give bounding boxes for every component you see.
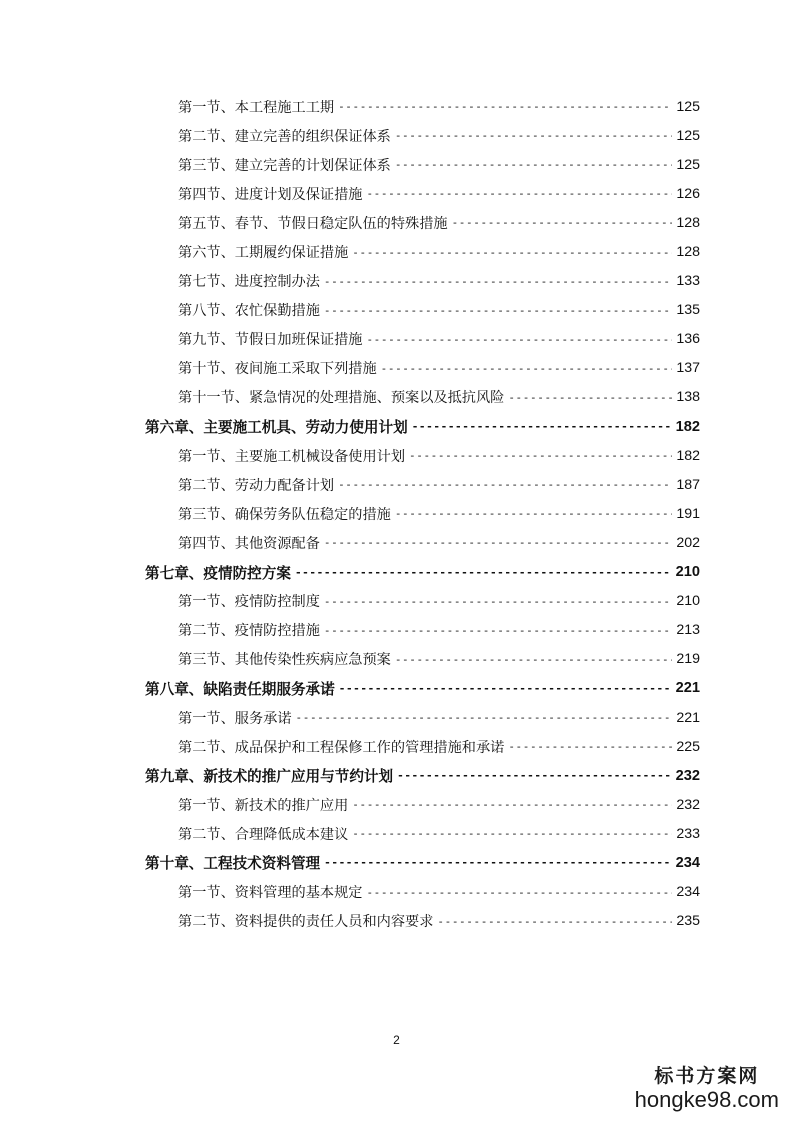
page-number: 2 bbox=[393, 1033, 400, 1047]
dot-leader bbox=[352, 798, 672, 811]
toc-section-entry[interactable] bbox=[145, 354, 700, 383]
dot-leader bbox=[366, 333, 672, 346]
toc-entry-title: 第四节、进度计划及保证措施 bbox=[178, 186, 363, 203]
toc-entry-title: 第七章、疫情防控方案 bbox=[145, 564, 291, 582]
toc-entry-title: 第二节、劳动力配备计划 bbox=[178, 477, 335, 494]
toc-entry-title: 第一节、疫情防控制度 bbox=[178, 594, 320, 611]
toc-section-entry[interactable] bbox=[145, 179, 700, 208]
toc-section-entry[interactable] bbox=[145, 267, 700, 296]
toc-entry-page-number: 213 bbox=[676, 622, 700, 639]
toc-entry-page-number: 232 bbox=[676, 796, 700, 813]
toc-chapter-entry[interactable] bbox=[145, 558, 700, 587]
toc-entry-page-number: 136 bbox=[676, 331, 700, 348]
toc-section-entry[interactable] bbox=[145, 645, 700, 674]
dot-leader bbox=[409, 449, 672, 462]
toc-entry-title: 第一节、本工程施工工期 bbox=[178, 99, 335, 116]
toc-entry-title: 第十一节、紧急情况的处理措施、预案以及抵抗风险 bbox=[178, 390, 505, 407]
toc-entry-page-number: 210 bbox=[675, 564, 700, 581]
toc-entry-title: 第二节、建立完善的组织保证体系 bbox=[178, 128, 391, 145]
toc-entry-page-number: 133 bbox=[676, 273, 700, 290]
toc-section-entry[interactable] bbox=[145, 92, 700, 121]
toc-entry-page-number: 125 bbox=[676, 127, 700, 144]
toc-section-entry[interactable] bbox=[145, 296, 700, 325]
toc-entry-page-number: 182 bbox=[676, 447, 700, 464]
toc-entry-title: 第十章、工程技术资料管理 bbox=[145, 855, 321, 873]
toc-section-entry[interactable] bbox=[145, 208, 700, 237]
toc-entry-page-number: 232 bbox=[675, 767, 700, 784]
toc-entry-title: 第一节、主要施工机械设备使用计划 bbox=[178, 448, 406, 465]
table-of-contents bbox=[145, 92, 700, 936]
toc-section-entry[interactable] bbox=[145, 121, 700, 150]
toc-section-entry[interactable] bbox=[145, 819, 700, 848]
dot-leader bbox=[352, 246, 672, 259]
dot-leader bbox=[366, 187, 672, 200]
dot-leader bbox=[324, 275, 672, 288]
toc-chapter-entry[interactable] bbox=[145, 674, 700, 703]
toc-entry-page-number: 225 bbox=[676, 738, 700, 755]
toc-entry-title: 第八章、缺陷责任期服务承诺 bbox=[145, 680, 335, 698]
toc-section-entry[interactable] bbox=[145, 383, 700, 412]
toc-entry-page-number: 138 bbox=[676, 389, 700, 406]
dot-leader bbox=[452, 216, 673, 229]
toc-section-entry[interactable] bbox=[145, 237, 700, 266]
toc-entry-title: 第一节、新技术的推广应用 bbox=[178, 797, 349, 814]
dot-leader bbox=[366, 886, 672, 899]
toc-entry-page-number: 202 bbox=[676, 534, 700, 551]
toc-section-entry[interactable] bbox=[145, 878, 700, 907]
dot-leader bbox=[324, 624, 672, 637]
toc-entry-title: 第二节、成品保护和工程保修工作的管理措施和承诺 bbox=[178, 739, 505, 756]
toc-entry-page-number: 187 bbox=[676, 476, 700, 493]
toc-entry-page-number: 125 bbox=[676, 98, 700, 115]
toc-entry-page-number: 191 bbox=[676, 505, 700, 522]
dot-leader bbox=[324, 595, 672, 608]
dot-leader bbox=[395, 653, 673, 666]
watermark-url: hongke98.com bbox=[634, 1087, 779, 1112]
dot-leader bbox=[397, 769, 672, 782]
toc-entry-title: 第六章、主要施工机具、劳动力使用计划 bbox=[145, 419, 408, 437]
watermark bbox=[635, 1061, 779, 1112]
dot-leader bbox=[395, 158, 673, 171]
dot-leader bbox=[412, 420, 672, 433]
dot-leader bbox=[395, 129, 673, 142]
toc-section-entry[interactable] bbox=[145, 499, 700, 528]
dot-leader bbox=[324, 856, 672, 869]
toc-entry-title: 第七节、进度控制办法 bbox=[178, 274, 320, 291]
toc-section-entry[interactable] bbox=[145, 703, 700, 732]
toc-entry-title: 第一节、服务承诺 bbox=[178, 710, 292, 727]
toc-entry-page-number: 182 bbox=[675, 418, 700, 435]
toc-section-entry[interactable] bbox=[145, 790, 700, 819]
toc-entry-page-number: 126 bbox=[676, 185, 700, 202]
toc-section-entry[interactable] bbox=[145, 587, 700, 616]
dot-leader bbox=[508, 391, 672, 404]
toc-entry-page-number: 219 bbox=[676, 651, 700, 668]
toc-section-entry[interactable] bbox=[145, 528, 700, 557]
watermark-name: 标书方案网 bbox=[654, 1065, 760, 1087]
toc-section-entry[interactable] bbox=[145, 150, 700, 179]
toc-entry-title: 第二节、合理降低成本建议 bbox=[178, 826, 349, 843]
toc-entry-title: 第九章、新技术的推广应用与节约计划 bbox=[145, 768, 394, 786]
toc-entry-page-number: 221 bbox=[676, 709, 700, 726]
dot-leader bbox=[338, 478, 672, 491]
toc-entry-title: 第五节、春节、节假日稳定队伍的特殊措施 bbox=[178, 215, 448, 232]
toc-entry-title: 第三节、建立完善的计划保证体系 bbox=[178, 157, 391, 174]
dot-leader bbox=[324, 536, 672, 549]
dot-leader bbox=[381, 362, 673, 375]
dot-leader bbox=[437, 915, 672, 928]
toc-entry-page-number: 128 bbox=[676, 214, 700, 231]
dot-leader bbox=[296, 711, 673, 724]
toc-entry-page-number: 235 bbox=[676, 913, 700, 930]
toc-section-entry[interactable] bbox=[145, 441, 700, 470]
toc-section-entry[interactable] bbox=[145, 470, 700, 499]
toc-chapter-entry[interactable] bbox=[145, 412, 700, 441]
toc-chapter-entry[interactable] bbox=[145, 848, 700, 877]
toc-entry-page-number: 210 bbox=[676, 593, 700, 610]
toc-entry-title: 第二节、疫情防控措施 bbox=[178, 623, 320, 640]
toc-section-entry[interactable] bbox=[145, 907, 700, 936]
toc-entry-page-number: 135 bbox=[676, 302, 700, 319]
toc-entry-title: 第十节、夜间施工采取下列措施 bbox=[178, 361, 377, 378]
toc-entry-page-number: 234 bbox=[675, 854, 700, 871]
toc-entry-title: 第四节、其他资源配备 bbox=[178, 535, 320, 552]
dot-leader bbox=[295, 566, 672, 579]
toc-entry-title: 第八节、农忙保勤措施 bbox=[178, 303, 320, 320]
toc-entry-page-number: 233 bbox=[676, 825, 700, 842]
dot-leader bbox=[339, 682, 672, 695]
toc-section-entry[interactable] bbox=[145, 732, 700, 761]
toc-entry-title: 第二节、资料提供的责任人员和内容要求 bbox=[178, 914, 434, 931]
toc-section-entry[interactable] bbox=[145, 616, 700, 645]
dot-leader bbox=[324, 304, 672, 317]
toc-entry-title: 第三节、确保劳务队伍稳定的措施 bbox=[178, 506, 391, 523]
dot-leader bbox=[352, 827, 672, 840]
toc-entry-page-number: 137 bbox=[676, 360, 700, 377]
toc-entry-page-number: 221 bbox=[675, 680, 700, 697]
toc-entry-page-number: 125 bbox=[676, 156, 700, 173]
toc-entry-title: 第六节、工期履约保证措施 bbox=[178, 245, 349, 262]
dot-leader bbox=[395, 507, 673, 520]
toc-entry-title: 第九节、节假日加班保证措施 bbox=[178, 332, 363, 349]
dot-leader bbox=[508, 740, 672, 753]
toc-entry-page-number: 234 bbox=[676, 884, 700, 901]
toc-entry-page-number: 128 bbox=[676, 244, 700, 261]
dot-leader bbox=[338, 100, 672, 113]
toc-entry-title: 第一节、资料管理的基本规定 bbox=[178, 885, 363, 902]
toc-chapter-entry[interactable] bbox=[145, 761, 700, 790]
toc-section-entry[interactable] bbox=[145, 325, 700, 354]
toc-entry-title: 第三节、其他传染性疾病应急预案 bbox=[178, 652, 391, 669]
